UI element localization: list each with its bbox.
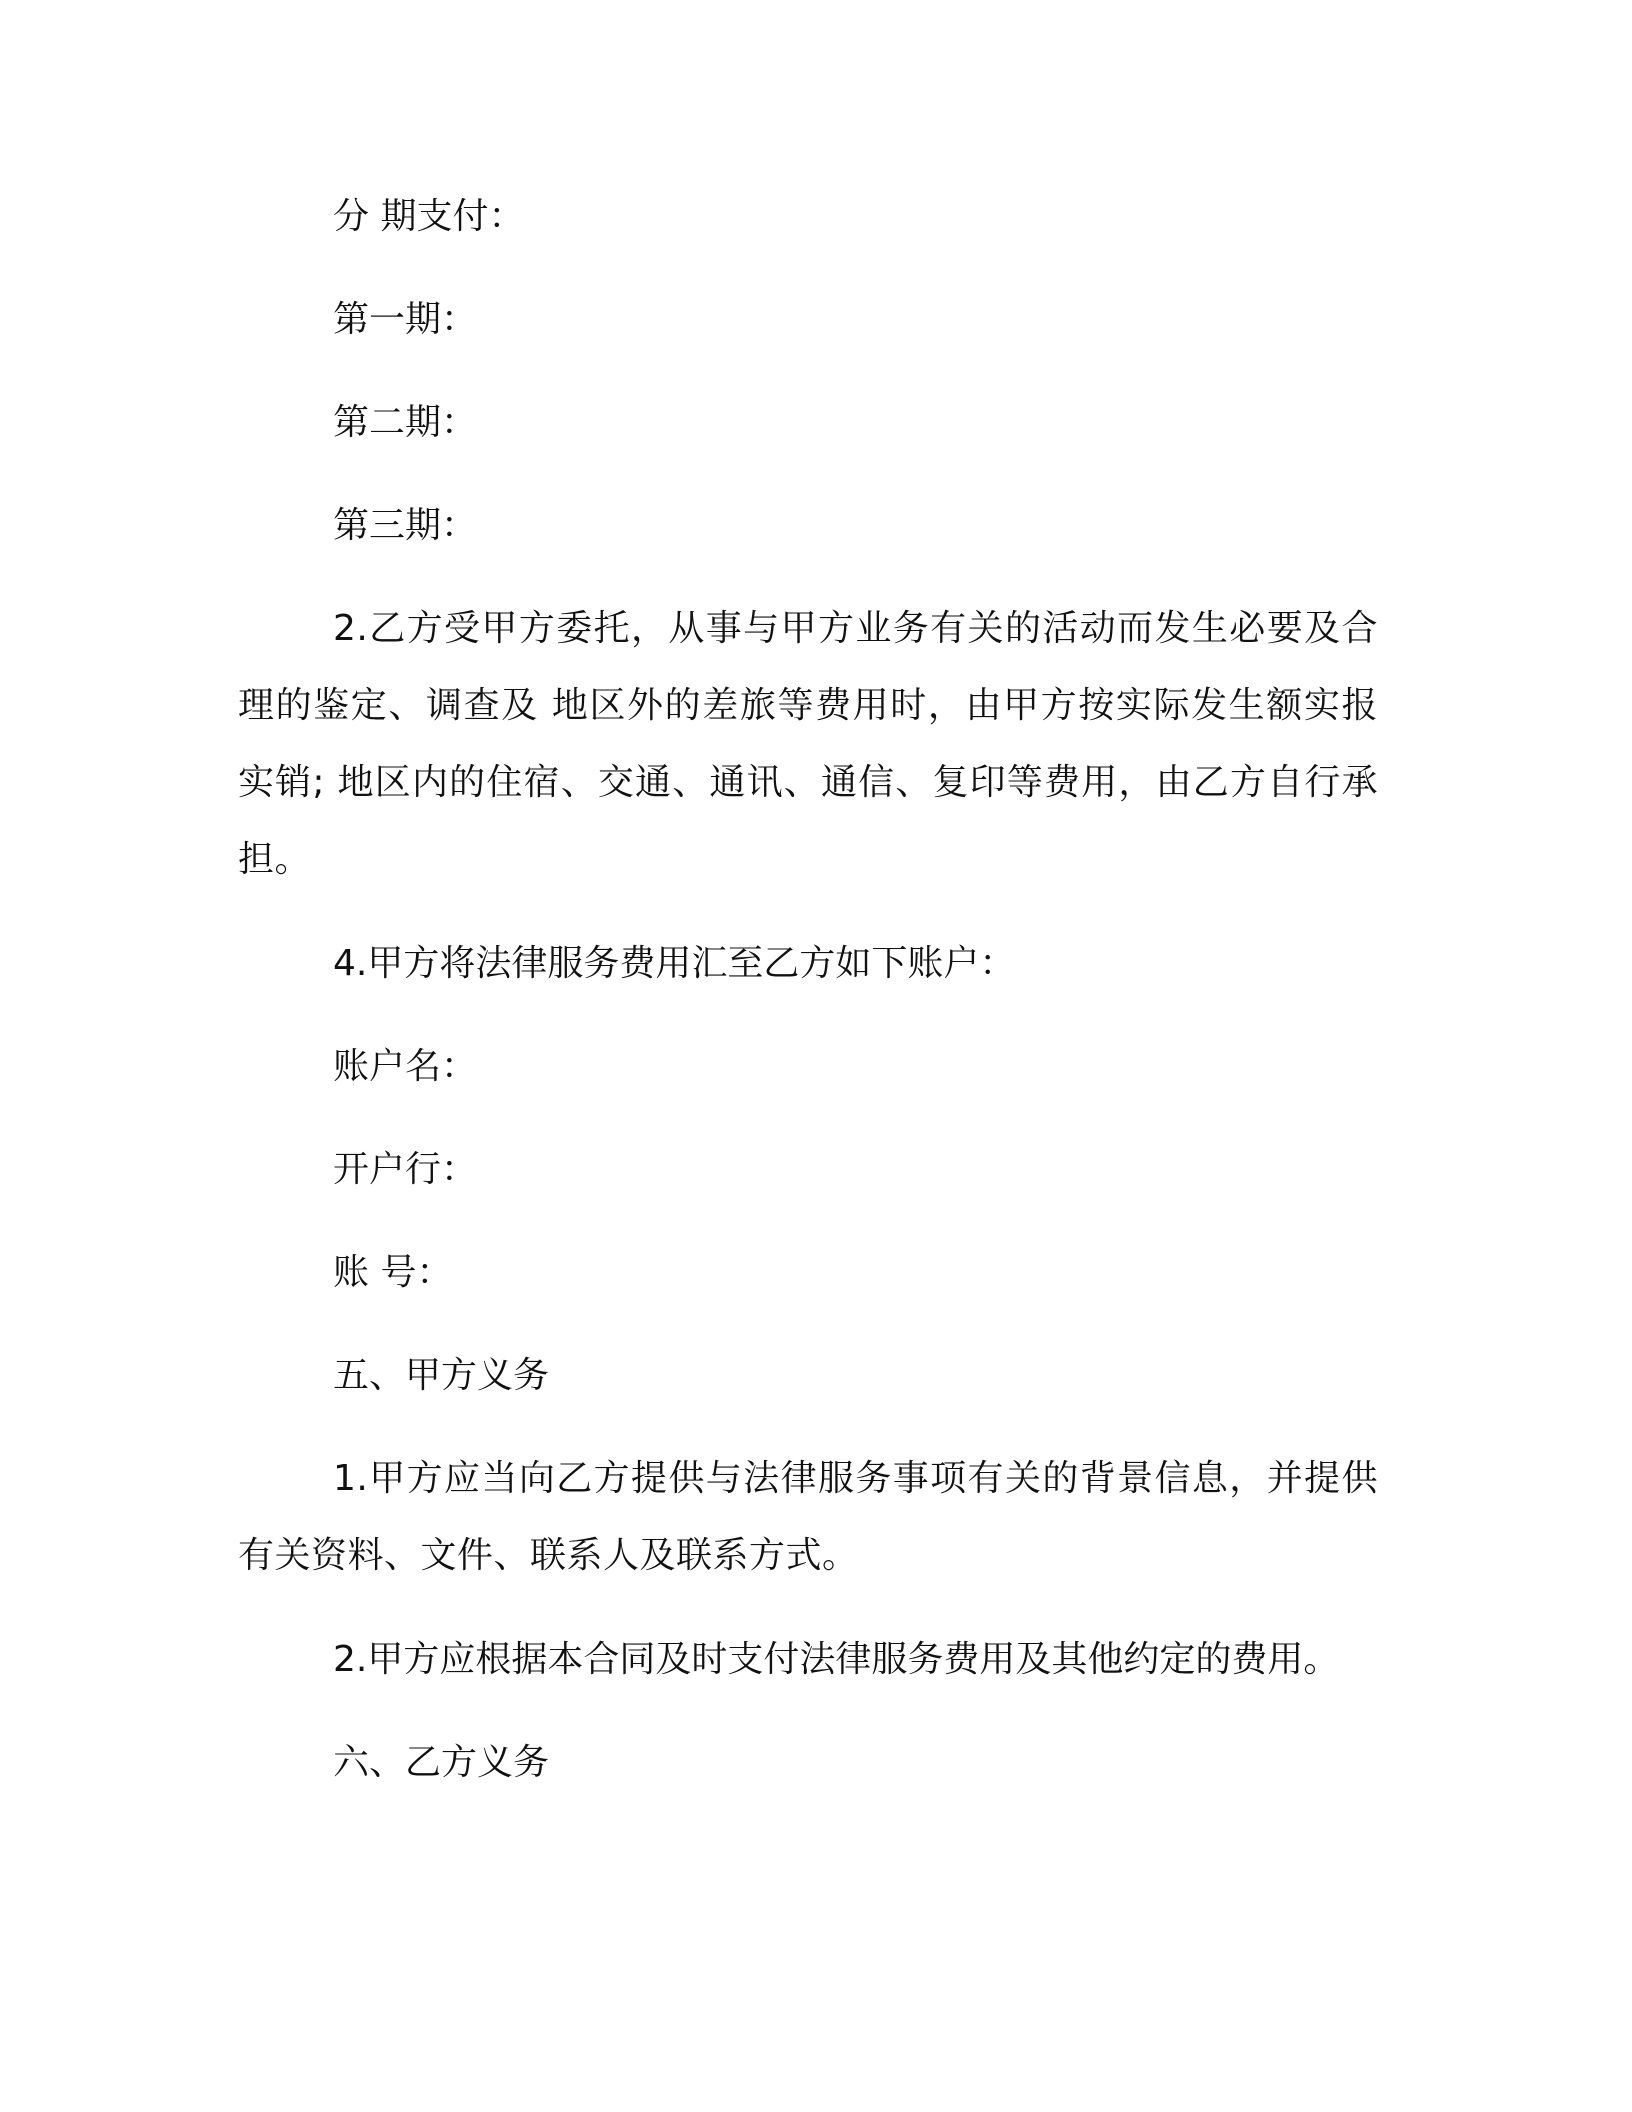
clause-4-account-paragraph: 4.甲方将法律服务费用汇至乙方如下账户： <box>333 943 1016 984</box>
section-5-clause-1-paragraph: 1.甲方应当向乙方提供与法律服务事项有关的背景信息，并提供有关资料、文件、联系人及联系方式。 <box>238 1458 1378 1576</box>
bank-label: 开户行： <box>333 1149 478 1190</box>
section-5-clause-2-paragraph: 2.甲方应根据本合同及时支付法律服务费用及其他约定的费用。 <box>333 1639 1340 1680</box>
installment-heading: 分 期支付： <box>333 196 525 237</box>
installment-3-label: 第三期： <box>333 505 478 546</box>
clause-2-expenses-paragraph: 2.乙方受甲方委托，从事与甲方业务有关的活动而发生必要及合理的鉴定、调查及 地区外的差旅等费用时，由甲方按实际发生额实报实销; 地区内的住宿、交通、通讯、通信、复印等费用，由乙方自行承担。 <box>238 608 1378 880</box>
section-6-heading: 六、乙方义务 <box>333 1742 550 1783</box>
section-5-heading: 五、甲方义务 <box>333 1355 550 1396</box>
installment-1-label: 第一期： <box>333 299 478 340</box>
installment-2-label: 第二期： <box>333 402 478 443</box>
account-number-label: 账 号： <box>333 1252 453 1293</box>
account-name-label: 账户名： <box>333 1046 478 1087</box>
